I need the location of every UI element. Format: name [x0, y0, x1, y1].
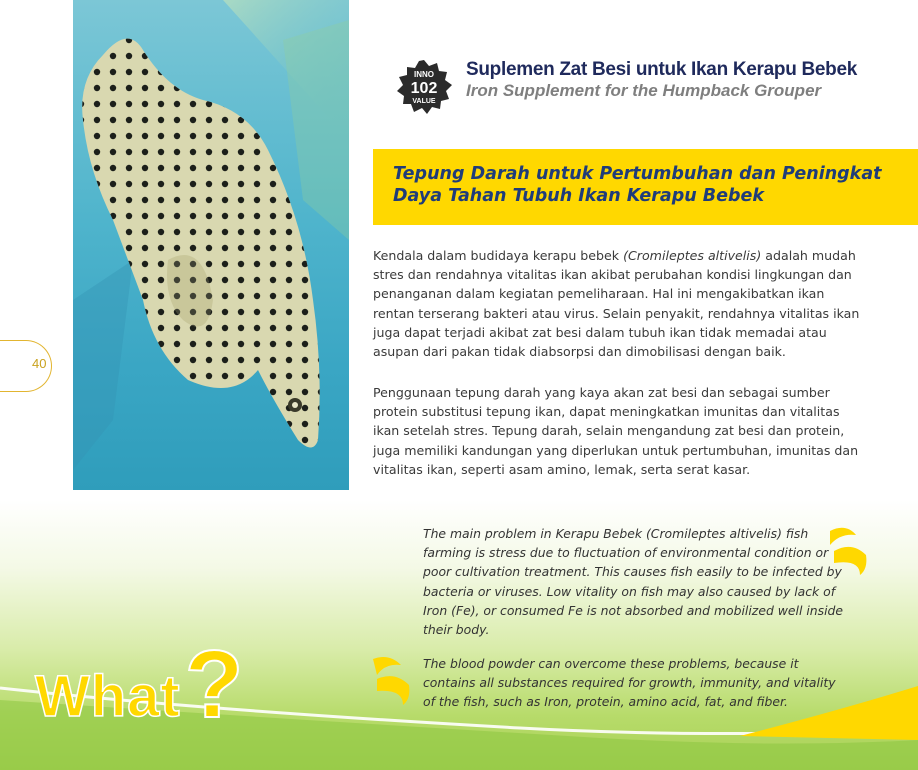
- species-name: (Cromileptes altivelis): [623, 248, 762, 263]
- svg-text:VALUE: VALUE: [412, 98, 436, 105]
- what-word: What: [35, 664, 181, 729]
- page-subtitle: Iron Supplement for the Humpback Grouper: [466, 81, 822, 100]
- page-title: Suplemen Zat Besi untuk Ikan Kerapu Bebek: [466, 59, 858, 80]
- page-number: 40: [32, 356, 47, 371]
- body-paragraph-en-2: The blood powder can overcome these problems, because it contains all substances required for growth, immunity, and vitality of the fish, such as Iron, protein, amino acid, fat, and fiber.: [423, 656, 836, 710]
- svg-text:INNO: INNO: [414, 70, 434, 79]
- open-quote-icon: [371, 655, 417, 707]
- page-number-badge: [0, 340, 52, 392]
- inno-logo-icon: [395, 58, 453, 116]
- body-paragraph-en-1: The main problem in Kerapu Bebek (Cromileptes altivelis) fish farming is stress due to fluctuation of environmental condition or poor cultivation treatment. This causes fish easily to be infected by bacteria or viruses. Low vitality on fish may also caused by lack of Iron (Fe), or consumed Fe is not absorbed and mobilized well inside their body.: [423, 526, 844, 638]
- grouper-fish: [82, 39, 320, 448]
- paragraph-text: Kendala dalam budidaya kerapu bebek: [373, 248, 624, 263]
- question-mark: ?: [184, 631, 244, 738]
- paragraph-text: adalah mudah stres dan rendahnya vitalitas ikan akibat perubahan kondisi lingkungan dan penanganan dalam kegiatan pemeliharaan. Hal ini mengakibatkan ikan rentan terserang bakteri atau virus. Selain penyakit, rendahnya vitalitas ikan juga dapat terjadi akibat zat besi dalam tubuh ikan tidak memadai atau asupan dari pakan tidak diabsorpsi dan dimobilisasi dengan baik.: [373, 248, 860, 360]
- svg-text:102: 102: [410, 80, 438, 97]
- body-paragraph-id-1: [373, 246, 868, 361]
- heading-banner: [373, 149, 918, 225]
- banner-heading: Tepung Darah untuk Pertumbuhan dan Peningkat Daya Tahan Tubuh Ikan Kerapu Bebek: [393, 164, 882, 206]
- close-quote-icon: [826, 525, 872, 577]
- fish-photo: [73, 0, 349, 490]
- body-paragraph-id-2: Penggunaan tepung darah yang kaya akan zat besi dan sebagai sumber protein substitusi tepung ikan, dapat meningkatkan imunitas dan vitalitas ikan setelah stres. Tepung darah, selain mengandung zat besi dan protein, juga memiliki kandungan yang diperlukan untuk pertumbuhan, imunitas dan vitalitas ikan, seperti asam amino, lemak, serta serat kasar.: [373, 385, 859, 477]
- what-title: [35, 631, 244, 740]
